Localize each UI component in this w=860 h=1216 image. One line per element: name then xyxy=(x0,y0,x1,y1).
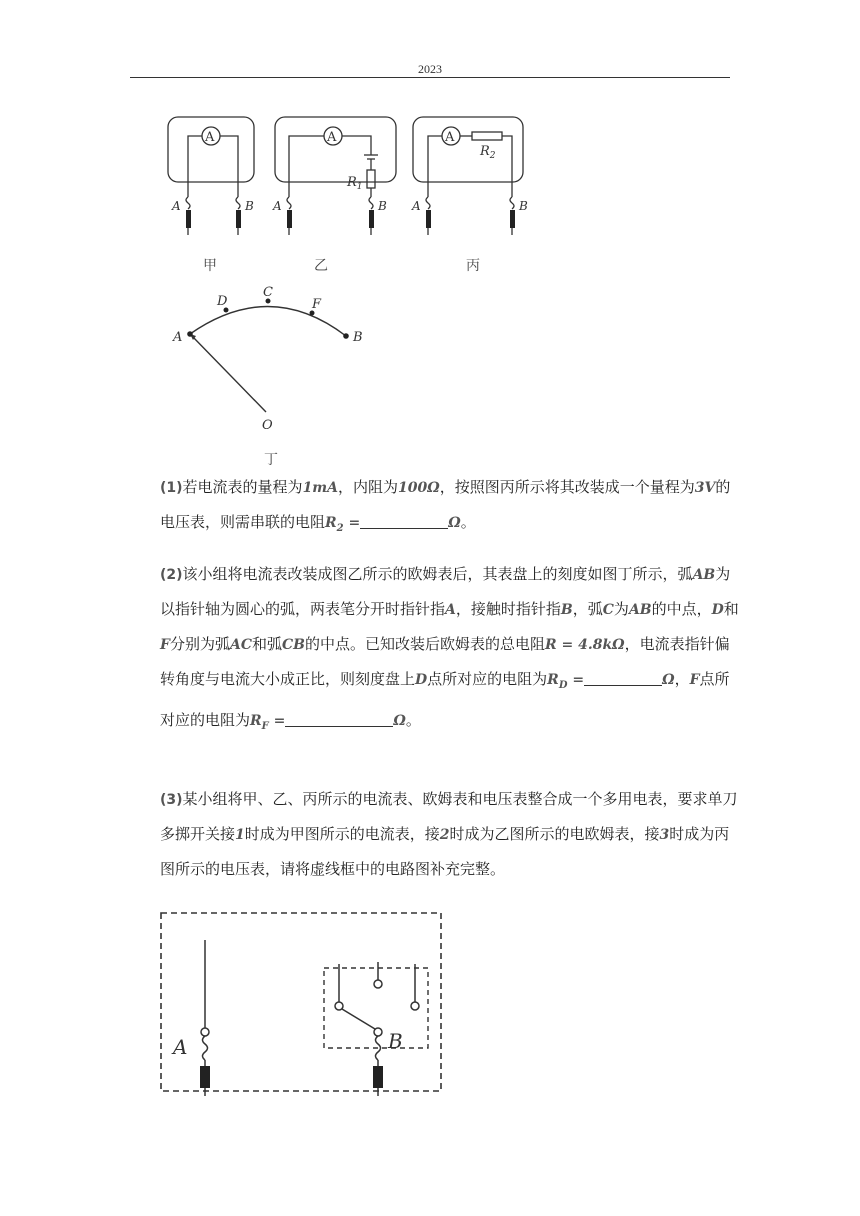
q1-number: (1) xyxy=(160,480,183,496)
question-1 xyxy=(160,470,740,546)
q2-math: D xyxy=(711,602,724,618)
q2-math: AB xyxy=(628,602,652,618)
q2-math: A xyxy=(445,602,456,618)
q2-math: D xyxy=(415,672,428,688)
q2-number: (2) xyxy=(160,567,183,583)
q2-math: CB xyxy=(282,637,305,653)
q2-math: C xyxy=(602,602,614,618)
q1-text: 若电流表的量程为 xyxy=(182,478,303,496)
q2-text: 分别为弧 xyxy=(169,635,230,653)
q1-voltage-value: 3V xyxy=(694,480,716,496)
caption-yi: 乙 xyxy=(314,258,328,274)
q1-answer-blank[interactable] xyxy=(360,512,448,529)
q2-math: F xyxy=(689,672,700,688)
switch-terminal-a: A xyxy=(173,1035,188,1059)
jia-terminal-b: B xyxy=(245,199,254,213)
yi-terminal-a: A xyxy=(273,199,282,213)
q2-text: 点所对应的电阻为 xyxy=(427,670,548,688)
switch-circuit-diagram[interactable] xyxy=(0,900,860,1110)
dial-point-a: A xyxy=(173,330,183,345)
q3-text: 时成为乙图所示的电欧姆表，接 xyxy=(449,825,660,843)
q2-math: AB xyxy=(692,567,716,583)
dial-point-b: B xyxy=(353,330,363,345)
yi-terminal-b: B xyxy=(378,199,387,213)
q2-text: ，弧 xyxy=(572,600,603,618)
q2-text: ，电流表指针偏转角度与电流大小成正比，则刻度盘上 xyxy=(160,635,730,688)
q2-answer-blank-f[interactable] xyxy=(285,710,393,727)
q2-text: ，接触时指针指 xyxy=(455,600,561,618)
q1-text: ，内阻为 xyxy=(337,478,398,496)
q2-text: 为以指针轴为圆心的弧，两表笔分开时指针指 xyxy=(160,565,731,618)
q3-text: 时成为丙图所示的电压表，请将虚线框中的电路图补充完整。 xyxy=(160,825,730,878)
q2-rd-symbol: $R_D$ = xyxy=(547,672,585,691)
jia-terminal-a: A xyxy=(172,199,181,213)
bing-terminal-b: B xyxy=(519,199,528,213)
q3-math: 1 xyxy=(235,827,245,843)
dial-point-d: D xyxy=(217,294,228,309)
q1-text: ，按照图丙所示将其改装成一个量程为 xyxy=(439,478,695,496)
q2-math: AC xyxy=(229,637,252,653)
q1-resistance-value: 100Ω xyxy=(398,480,440,496)
q2-math: B xyxy=(560,602,573,618)
probe-a-handle xyxy=(200,1066,210,1088)
q2-text: 为 xyxy=(613,600,629,618)
q2-total-resistance: R = 4.8kΩ xyxy=(545,637,625,653)
q3-text: 某小组将甲、乙、丙所示的电流表、欧姆表和电压表整合成一个多用电表，要求单刀多掷开关接 xyxy=(160,790,738,843)
caption-bing: 丙 xyxy=(466,258,480,274)
q1-r2-symbol: $R_2$ = xyxy=(325,515,361,534)
q2-text: 的中点。已知改装后欧姆表的总电阻 xyxy=(304,635,545,653)
probe-b-handle xyxy=(373,1066,383,1088)
q2-text: 的中点， xyxy=(651,600,712,618)
caption-ding: 丁 xyxy=(264,452,278,468)
bing-resistor-label: R xyxy=(480,144,490,159)
header-year: 2023 xyxy=(418,62,442,76)
q2-math: F xyxy=(160,637,170,653)
bing-terminal-a: A xyxy=(412,199,421,213)
switch-terminal-b: B xyxy=(388,1029,403,1053)
yi-resistor-label: R xyxy=(347,175,357,190)
q2-unit: Ω xyxy=(662,672,675,688)
dial-point-f: F xyxy=(312,297,322,312)
bing-resistor-sub: 2 xyxy=(489,151,496,161)
q1-range-value: 1mA xyxy=(302,480,338,496)
q2-text: 和弧 xyxy=(251,635,282,653)
meter-dial-figure-ding xyxy=(0,280,860,470)
bing-meter-label: A xyxy=(445,130,455,145)
q2-text: 该小组将电流表改装成图乙所示的欧姆表后，其表盘上的刻度如图丁所示，弧 xyxy=(182,565,693,583)
q3-math: 2 xyxy=(439,827,450,843)
svg-text:R1 xyxy=(346,175,363,192)
q2-unit: Ω xyxy=(393,712,406,729)
q3-math: 3 xyxy=(659,827,670,843)
q3-text: 时成为甲图所示的电流表，接 xyxy=(244,825,440,843)
caption-jia: 甲 xyxy=(203,258,217,274)
q2-text: 。 xyxy=(405,710,421,729)
dial-point-c: C xyxy=(263,285,273,300)
q2-rf-symbol: $R_F$ = xyxy=(250,712,286,732)
dial-point-o: O xyxy=(262,418,273,433)
q2-text: ， xyxy=(674,670,690,688)
yi-meter-label: A xyxy=(327,130,337,145)
q3-number: (3) xyxy=(160,792,183,808)
q1-text: 的电压表，则需串联的电阻 xyxy=(160,478,731,531)
q2-text: 和 xyxy=(723,600,739,618)
q1-unit: Ω xyxy=(448,515,461,531)
circuit-figures-jia-yi-bing xyxy=(0,0,860,290)
question-3 xyxy=(160,782,740,886)
svg-text:R2 xyxy=(479,144,496,161)
q1-text: 。 xyxy=(460,513,476,531)
q2-answer-blank-d[interactable] xyxy=(584,669,662,686)
yi-resistor-sub: 1 xyxy=(356,182,363,192)
q2-text: 点所对应的电阻为 xyxy=(160,670,730,729)
question-2 xyxy=(160,557,740,744)
jia-meter-label: A xyxy=(205,130,215,145)
